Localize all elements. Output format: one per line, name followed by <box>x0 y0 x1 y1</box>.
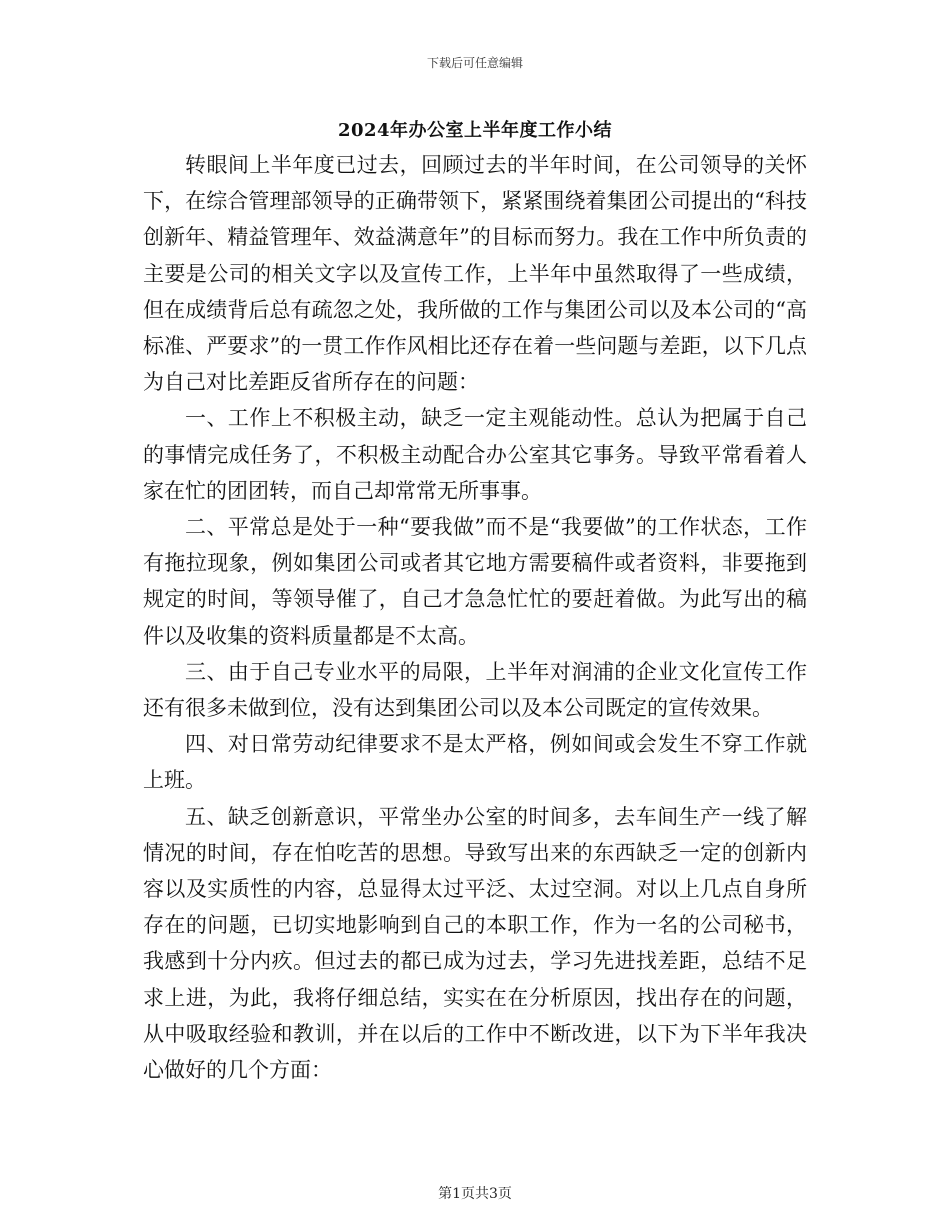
paragraph-intro: 转眼间上半年度已过去，回顾过去的半年时间，在公司领导的关怀下，在综合管理部领导的正确带领下，紧紧围绕着集团公司提出的“科技创新年、精益管理年、效益满意年”的目标而努力。我在工作中所负责的主要是公司的相关文字以及宣传工作，上半年中虽然取得了一些成绩，但在成绩背后总有疏忽之处，我所做的工作与集团公司以及本公司的“高标准、严要求”的一贯工作作风相比还存在着一些问题与差距，以下几点为自己对比差距反省所存在的问题： <box>143 153 807 395</box>
document-body <box>143 147 807 1088</box>
paragraph-point-2: 二、平常总是处于一种“要我做”而不是“我要做”的工作状态，工作有拖拉现象，例如集团公司或者其它地方需要稿件或者资料，非要拖到规定的时间，等领导催了，自己才急急忙忙的要赶着做。为此写出的稿件以及收集的资料质量都是不太高。 <box>143 515 807 648</box>
paragraph-point-3: 三、由于自己专业水平的局限，上半年对润浦的企业文化宣传工作还有很多未做到位，没有达到集团公司以及本公司既定的宣传效果。 <box>143 659 807 721</box>
header-note: 下载后可任意编辑 <box>426 56 523 70</box>
paragraph-point-4: 四、对日常劳动纪律要求不是太严格，例如间或会发生不穿工作就上班。 <box>143 732 807 793</box>
page-number-footer: 第1页共3页 <box>438 1186 512 1202</box>
paragraph-point-1: 一、工作上不积极主动，缺乏一定主观能动性。总认为把属于自己的事情完成任务了，不积极主动配合办公室其它事务。导致平常看着人家在忙的团团转，而自己却常常无所事事。 <box>143 406 807 503</box>
document-title: 2024年办公室上半年度工作小结 <box>337 120 613 141</box>
paragraph-point-5: 五、缺乏创新意识，平常坐办公室的时间多，去车间生产一线了解情况的时间，存在怕吃苦的思想。导致写出来的东西缺乏一定的创新内容以及实质性的内容，总显得太过平泛、太过空洞。对以上几点自身所存在的问题，已切实地影响到自己的本职工作，作为一名的公司秘书，我感到十分内疚。但过去的都已成为过去，学习先进找差距，总结不足求上进，为此，我将仔细总结，实实在在分析原因，找出存在的问题，从中吸取经验和教训，并在以后的工作中不断改进，以下为下半年我决心做好的几个方面： <box>143 804 807 1083</box>
